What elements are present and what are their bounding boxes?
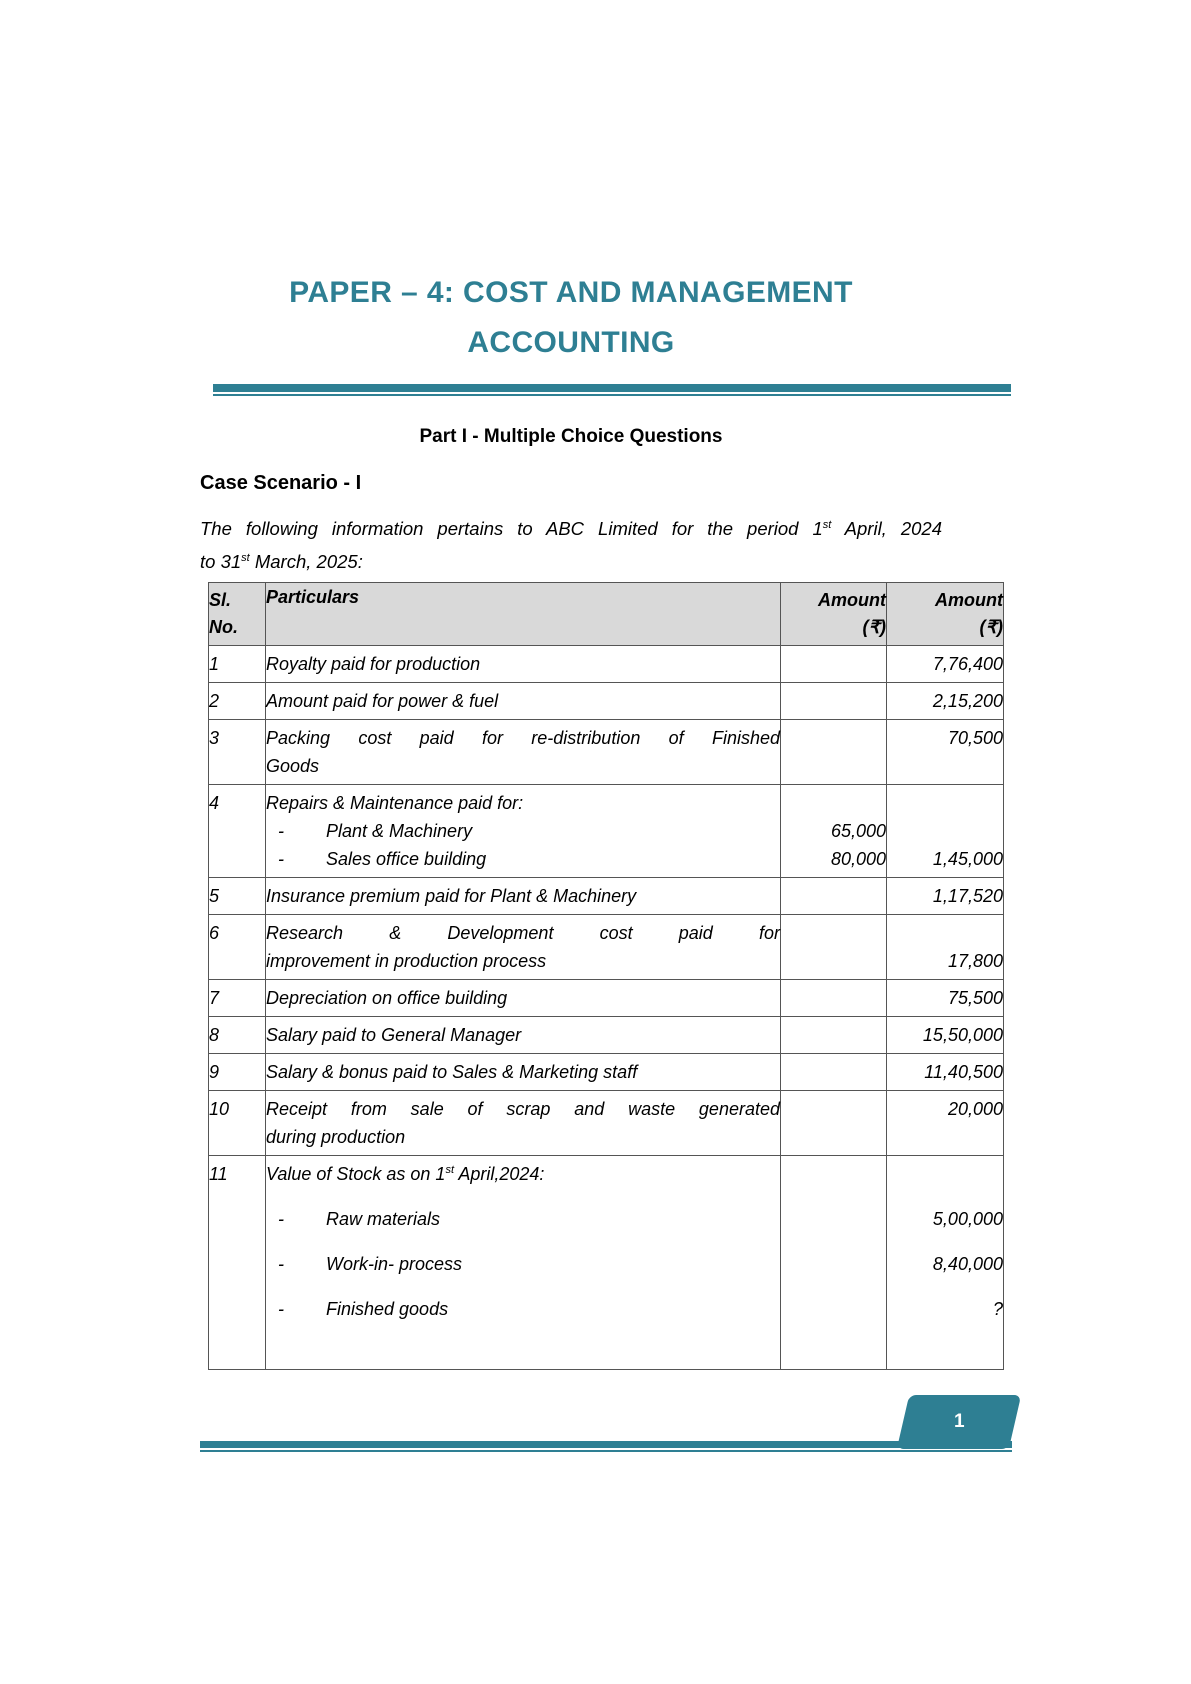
particulars-line: improvement in production process — [266, 951, 547, 971]
amount-2-value: 1,17,520 — [932, 886, 1003, 906]
sl-no-cell — [209, 1017, 266, 1054]
amount-1-cell — [781, 1091, 887, 1156]
particulars-line: Insurance premium paid for Plant & Machinery — [266, 886, 637, 906]
particulars-bullet-line — [266, 1205, 780, 1233]
particulars-cell — [266, 1017, 781, 1054]
header-amount-2-line: (₹) — [979, 617, 1003, 637]
amount-2-value — [887, 919, 1003, 947]
amount-2-value — [887, 789, 1003, 817]
sl-no-value: 5 — [209, 886, 220, 906]
amount-1-value — [781, 1021, 886, 1049]
sl-no-value: 10 — [209, 1099, 230, 1119]
bullet-text: Sales office building — [326, 849, 487, 869]
particulars-bullet-line — [266, 1295, 780, 1323]
table-row — [209, 1091, 1004, 1156]
bullet-dash: - — [278, 1209, 284, 1229]
amount-2-value: 2,15,200 — [932, 691, 1003, 711]
amount-1-value — [781, 1160, 886, 1188]
amount-2-cell — [887, 878, 1004, 915]
bullet-dash: - — [278, 849, 284, 869]
particulars-line: during production — [266, 1127, 406, 1147]
particulars-line: Salary & bonus paid to Sales & Marketing staff — [266, 1062, 638, 1082]
amount-1-value — [781, 1123, 886, 1151]
particulars-cell — [266, 915, 781, 980]
sl-no-cell — [209, 1054, 266, 1091]
amount-1-value — [781, 724, 886, 752]
particulars-cell — [266, 720, 781, 785]
case-scenario-heading: Case Scenario - I — [200, 472, 362, 494]
amount-2-cell — [887, 915, 1004, 980]
amount-1-value — [781, 882, 886, 910]
particulars-line: Receipt from sale of scrap and waste generated — [266, 1099, 780, 1119]
amount-2-value: 5,00,000 — [932, 1209, 1003, 1229]
table-row — [209, 1054, 1004, 1091]
sl-no-value: 8 — [209, 1025, 220, 1045]
table-row — [209, 646, 1004, 683]
particulars-bullet-line — [266, 1250, 780, 1278]
bullet-dash: - — [278, 1254, 284, 1274]
amount-1-value — [781, 1250, 886, 1278]
sl-no-cell — [209, 1091, 266, 1156]
amount-2-cell — [887, 1054, 1004, 1091]
amount-1-cell — [781, 980, 887, 1017]
bullet-text: Raw materials — [326, 1209, 441, 1229]
amount-1-value: 80,000 — [830, 849, 886, 869]
sl-no-value: 3 — [209, 728, 220, 748]
sl-no-value: 6 — [209, 923, 220, 943]
sl-no-cell — [209, 785, 266, 878]
particulars-cell — [266, 878, 781, 915]
title-underline-thick — [213, 384, 1011, 392]
particulars-cell — [266, 646, 781, 683]
page-title-line1: PAPER – 4: COST AND MANAGEMENT — [289, 276, 853, 309]
amount-1-cell — [781, 720, 887, 785]
amount-2-cell — [887, 785, 1004, 878]
amount-2-cell — [887, 1156, 1004, 1370]
amount-2-value: 20,000 — [947, 1099, 1003, 1119]
amount-2-value: 70,500 — [947, 728, 1003, 748]
particulars-line: Research & Development cost paid for — [266, 923, 780, 943]
table-row — [209, 785, 1004, 878]
sl-no-cell — [209, 878, 266, 915]
sl-no-cell — [209, 720, 266, 785]
bullet-dash: - — [278, 1299, 284, 1319]
amount-2-value: 75,500 — [947, 988, 1003, 1008]
particulars-cell — [266, 980, 781, 1017]
page-title-line2: ACCOUNTING — [467, 326, 675, 359]
amount-1-value — [781, 752, 886, 780]
amount-1-value — [781, 687, 886, 715]
amount-1-value — [781, 1205, 886, 1233]
table-row — [209, 1156, 1004, 1370]
amount-2-cell — [887, 980, 1004, 1017]
sl-no-cell — [209, 683, 266, 720]
particulars-cell — [266, 1091, 781, 1156]
intro-line: The following information pertains to ABC Limited for the period 1st April, 2024 — [200, 518, 942, 539]
amount-2-cell — [887, 1017, 1004, 1054]
table-row — [209, 915, 1004, 980]
particulars-line: Amount paid for power & fuel — [266, 691, 499, 711]
particulars-line: Repairs & Maintenance paid for: — [266, 793, 524, 813]
particulars-bullet-line — [266, 817, 780, 845]
particulars-line: Packing cost paid for re-distribution of Finished — [266, 728, 780, 748]
sl-no-value: 11 — [209, 1164, 228, 1184]
amount-2-cell — [887, 646, 1004, 683]
amount-1-cell — [781, 1054, 887, 1091]
amount-1-cell — [781, 785, 887, 878]
intro-paragraph — [200, 512, 942, 578]
table-row — [209, 878, 1004, 915]
amount-2-value: 11,40,500 — [924, 1062, 1003, 1082]
sl-no-value: 2 — [209, 691, 220, 711]
amount-1-value — [781, 947, 886, 975]
amount-1-value — [781, 789, 886, 817]
header-amount-1-line: (₹) — [862, 617, 886, 637]
title-underline-thin — [213, 394, 1011, 396]
amount-2-value: ? — [992, 1299, 1003, 1319]
bullet-dash: - — [278, 821, 284, 841]
sl-no-value: 1 — [209, 654, 220, 674]
amount-2-value: 8,40,000 — [932, 1254, 1003, 1274]
amount-1-cell — [781, 1156, 887, 1370]
sl-no-cell — [209, 1156, 266, 1370]
header-sl-no-line: Sl. — [209, 590, 232, 610]
table-row — [209, 1017, 1004, 1054]
footer-rule-thick — [200, 1441, 1012, 1448]
amount-2-value: 15,50,000 — [922, 1025, 1003, 1045]
amount-2-value — [887, 817, 1003, 845]
amount-1-cell — [781, 878, 887, 915]
intro-line: to 31st March, 2025: — [200, 551, 363, 572]
amount-2-value — [887, 1123, 1003, 1151]
bullet-text: Finished goods — [326, 1299, 449, 1319]
header-amount-2-line: Amount — [935, 590, 1003, 610]
amount-1-value — [781, 1295, 886, 1323]
sl-no-value: 4 — [209, 793, 220, 813]
page-number-badge — [897, 1395, 1021, 1449]
particulars-cell — [266, 1054, 781, 1091]
amount-2-value — [887, 1160, 1003, 1188]
amount-2-value: 1,45,000 — [932, 849, 1003, 869]
amount-2-cell — [887, 683, 1004, 720]
page-number: 1 — [953, 1411, 965, 1432]
header-sl-no-line: No. — [209, 617, 238, 637]
part-heading: Part I - Multiple Choice Questions — [419, 426, 723, 447]
amount-1-value — [781, 1058, 886, 1086]
particulars-cell — [266, 683, 781, 720]
amount-2-cell — [887, 720, 1004, 785]
particulars-cell — [266, 785, 781, 878]
sl-no-cell — [209, 646, 266, 683]
title-underline-rule — [213, 384, 1011, 396]
amount-2-value — [887, 752, 1003, 780]
table-row — [209, 683, 1004, 720]
sl-no-value: 9 — [209, 1062, 220, 1082]
footer-rule-thin — [200, 1450, 1012, 1452]
footer-rule — [200, 1441, 1012, 1452]
amount-1-cell — [781, 646, 887, 683]
particulars-line: Value of Stock as on 1st April,2024: — [266, 1164, 545, 1184]
bullet-text: Plant & Machinery — [326, 821, 473, 841]
amount-2-value: 7,76,400 — [932, 654, 1003, 674]
amount-1-cell — [781, 915, 887, 980]
header-amount-1-line: Amount — [818, 590, 886, 610]
amount-1-value — [781, 919, 886, 947]
amount-1-cell — [781, 683, 887, 720]
amount-1-value — [781, 984, 886, 1012]
bullet-text: Work-in- process — [326, 1254, 463, 1274]
table-row — [209, 980, 1004, 1017]
header-sl-no — [209, 583, 266, 646]
particulars-cell — [266, 1156, 781, 1370]
amount-1-value — [781, 1095, 886, 1123]
header-amount-1 — [781, 583, 887, 646]
table-header — [209, 583, 1004, 646]
sl-no-cell — [209, 915, 266, 980]
header-amount-2 — [887, 583, 1004, 646]
header-particulars: Particulars — [266, 583, 781, 646]
sl-no-cell — [209, 980, 266, 1017]
particulars-line: Salary paid to General Manager — [266, 1025, 522, 1045]
amount-2-cell — [887, 1091, 1004, 1156]
amount-1-value — [781, 650, 886, 678]
amount-2-value: 17,800 — [947, 951, 1003, 971]
page-title — [200, 268, 942, 368]
amount-1-cell — [781, 1017, 887, 1054]
amount-1-value: 65,000 — [830, 821, 886, 841]
particulars-line: Royalty paid for production — [266, 654, 481, 674]
particulars-line: Depreciation on office building — [266, 988, 508, 1008]
particulars-line: Goods — [266, 756, 320, 776]
particulars-bullet-line — [266, 845, 780, 873]
particulars-table — [208, 582, 1004, 1370]
sl-no-value: 7 — [209, 988, 220, 1008]
table-row — [209, 720, 1004, 785]
